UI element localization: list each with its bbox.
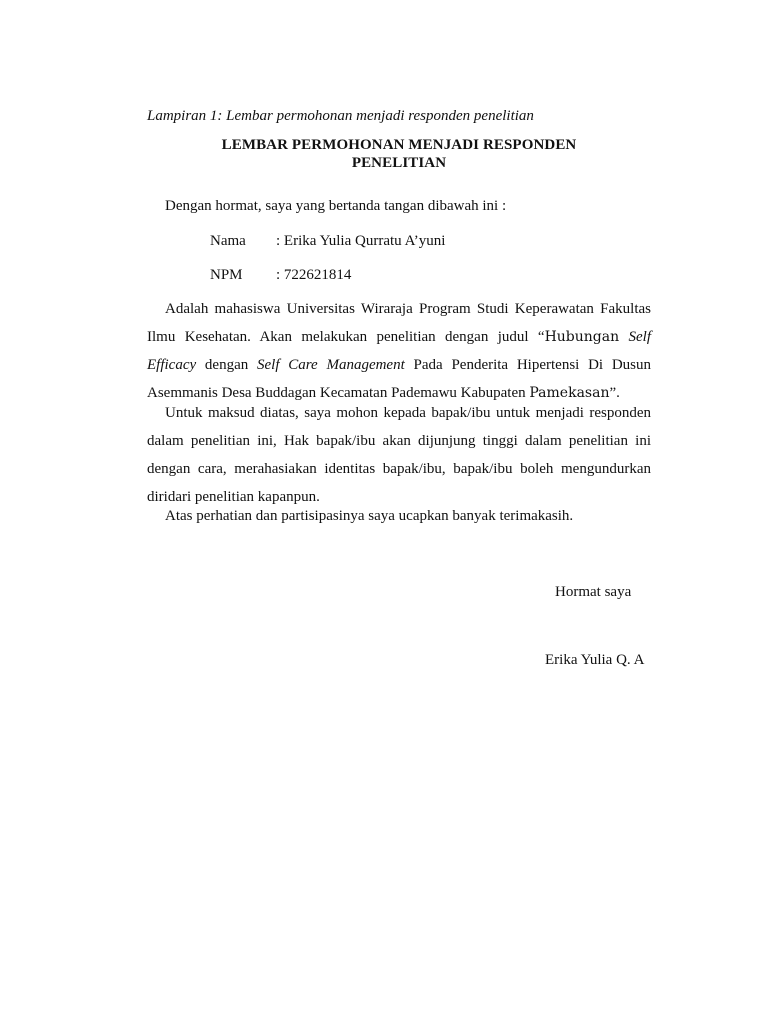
paragraph-introduction-line-3: [147, 351, 651, 379]
intro-line-4-text: Asemmanis Desa Buddagan Kecamatan Pademawu Kabupaten: [147, 385, 526, 401]
intro-line-2-hubungan: Hubungan: [544, 329, 620, 345]
npm-value: : 722621814: [276, 267, 352, 283]
document-title-line-2: PENELITIAN: [351, 155, 447, 171]
appendix-caption: Lampiran 1: Lembar permohonan menjadi responden penelitian: [147, 108, 534, 124]
intro-line-3-efficacy: Efficacy: [147, 357, 197, 373]
paragraph-thanks: [147, 502, 651, 530]
intro-line-2-self: Self: [628, 329, 651, 345]
greeting-text: Dengan hormat, saya yang bertanda tangan dibawah ini :: [165, 198, 507, 214]
document-title-line-1: LEMBAR PERMOHONAN MENJADI RESPONDEN: [221, 137, 577, 153]
name-label: Nama: [210, 233, 246, 249]
paragraph-introduction-line-2: [147, 323, 651, 351]
paragraph-thanks-line-1: Atas perhatian dan partisipasinya saya ucapkan banyak terimakasih.: [165, 508, 574, 524]
paragraph-introduction: [147, 295, 651, 407]
intro-line-2-text: Ilmu Kesehatan. Akan melakukan penelitian dengan judul “: [147, 329, 545, 345]
intro-line-3-self-care-management: Self Care Management: [257, 357, 405, 373]
paragraph-purpose-line-4: diridari penelitian kapanpun.: [147, 489, 320, 505]
intro-line-4-closing-quote: ”.: [609, 385, 620, 401]
paragraph-purpose-line-3: dengan cara, merahasiakan identitas bapak/ibu, bapak/ibu boleh mengundurkan: [147, 461, 651, 477]
intro-line-4-pamekasan: Pamekasan: [529, 385, 610, 401]
paragraph-purpose-line-1: Untuk maksud diatas, saya mohon kepada bapak/ibu untuk menjadi responden: [165, 405, 651, 421]
paragraph-introduction-line-1: Adalah mahasiswa Universitas Wiraraja Program Studi Keperawatan Fakultas: [165, 301, 651, 317]
signer-name: Erika Yulia Q. A: [545, 652, 645, 668]
paragraph-purpose: [147, 399, 651, 511]
name-value: : Erika Yulia Qurratu A’yuni: [276, 233, 446, 249]
name-field: [210, 233, 445, 250]
paragraph-purpose-line-2: dalam penelitian ini, Hak bapak/ibu akan dijunjung tinggi dalam penelitian ini: [147, 433, 651, 449]
closing-salutation: Hormat saya: [555, 584, 632, 600]
intro-line-3-text: Pada Penderita Hipertensi Di Dusun: [413, 357, 652, 373]
intro-line-3-dengan: dengan: [204, 357, 249, 373]
npm-label: NPM: [210, 267, 243, 283]
npm-field: [210, 267, 351, 284]
